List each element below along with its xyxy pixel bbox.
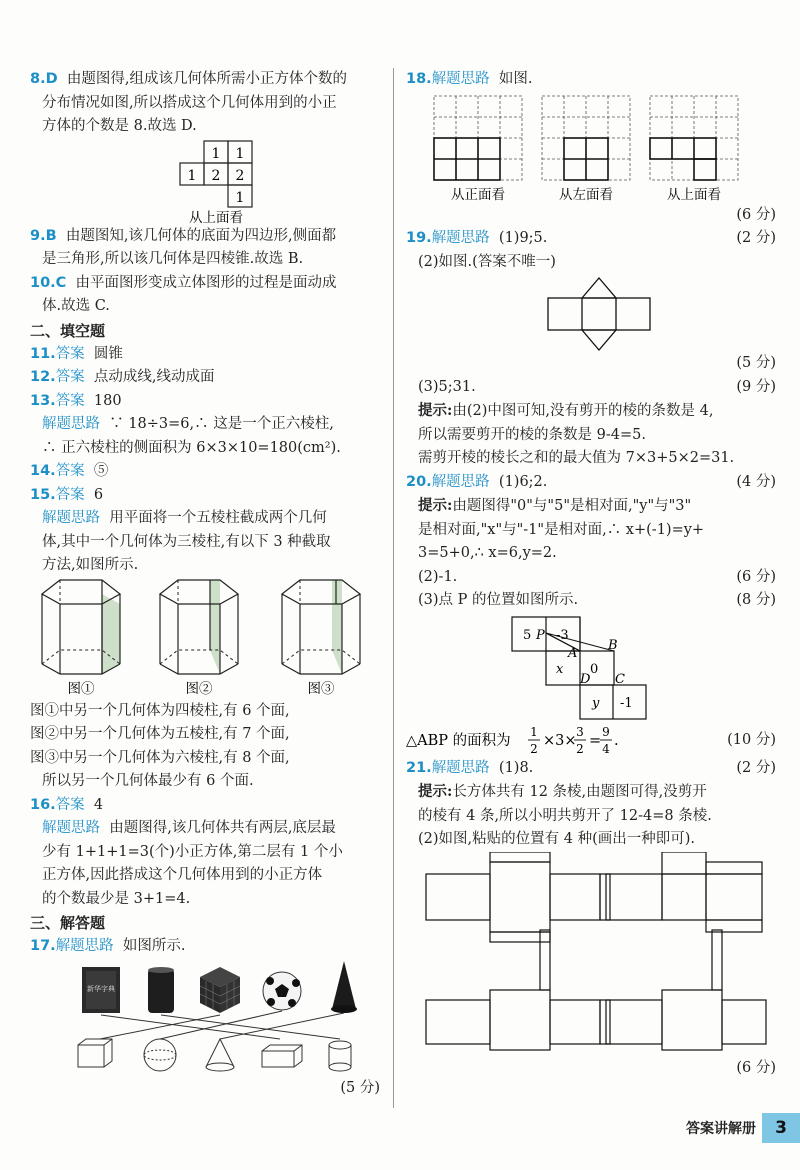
net-label: -1 xyxy=(620,695,633,711)
cuboid-net-1 xyxy=(426,852,610,942)
score: (10 分) xyxy=(727,731,776,748)
cone-object xyxy=(331,961,357,1013)
question-20: 20.解题思路 (1)6;2. (4 分) 提示:由题图得"0"与"5"是相对面,"y"与"3" 是相对面,"x"与"-1"是相对面,∴ x+(-1)=y+ 3=5+0,∴ x=6,y=2. (2)-1. (6 分) (3)点 P 的位置如图所示. (8 分) 5 P -3 A B x 0 D C y -1 △ABP 的面积为 1 2 ×3× 3 2 = 9 4 . (10 分) xyxy=(406,471,778,757)
svg-text:1: 1 xyxy=(530,724,538,739)
score: (6 分) xyxy=(736,1059,776,1076)
question-18: 18.解题思路 如图. 从正面看 从左面看 从上面看 (6 分) xyxy=(406,68,778,227)
question-13: 13.答案 180 解题思路 ∵ 18÷3=6,∴ 这是一个正六棱柱, ∴ 正六棱柱的侧面积为 6×3×10=180(cm²). xyxy=(30,392,341,456)
score: (5 分) xyxy=(736,355,776,371)
grid-value: 1 xyxy=(235,145,245,162)
cube-net-triangle-figure xyxy=(406,613,778,723)
grid-value: 2 xyxy=(235,167,245,184)
svg-text:3: 3 xyxy=(576,724,584,739)
cylinder-solid xyxy=(329,1041,351,1071)
question-11: 11.答案 圆锥 xyxy=(30,345,123,362)
question-19: 19.解题思路 (1)9;5. (2 分) (2)如图.(答案不唯一) (5 分) (3)5;31. (9 分) 提示:由(2)中图可知,没有剪开的棱的条数是 4, 所以需要剪开的棱的条数是 9-4=5. 需剪开棱的棱长之和的最大值为 7×3+5×2=31. xyxy=(406,227,778,471)
section-heading-fill-blank: 二、填空题 xyxy=(30,321,106,340)
sphere-solid xyxy=(144,1039,176,1071)
rubik-cube-object xyxy=(200,967,240,1013)
figure-caption: 图③ xyxy=(307,680,335,697)
score: (2 分) xyxy=(736,230,776,246)
top-view-count-grid xyxy=(30,139,382,225)
cube-solid xyxy=(78,1039,112,1067)
page-number: 3 xyxy=(762,1113,800,1143)
question-14: 14.答案 ⑤ xyxy=(30,463,109,479)
left-view xyxy=(542,96,630,203)
prism-figure-1 xyxy=(42,580,120,697)
net-label: B xyxy=(608,637,618,653)
svg-text:2: 2 xyxy=(530,741,538,756)
question-12: 12.答案 点动成线,线动成面 xyxy=(30,369,215,385)
right-column xyxy=(406,68,778,1080)
front-view xyxy=(434,96,522,203)
svg-text:4: 4 xyxy=(602,741,610,756)
cuboid-nets-figure xyxy=(406,852,778,1057)
view-caption: 从正面看 xyxy=(451,186,505,203)
svg-text:.: . xyxy=(614,732,619,749)
cuboid-net-4 xyxy=(606,930,766,1050)
net-label: P xyxy=(536,627,545,643)
question-17: 17.解题思路 如图所示. 新华字典 (5 分) xyxy=(30,935,382,1100)
question-16: 16.答案 4 解题思路 由题图得,该几何体共有两层,底层最 少有 1+1+1=3(个)小正方体,第二层有 1 个小 正方体,因此搭成这个几何体用到的小正方体 的个数最少是 3+1=4. xyxy=(30,796,343,907)
score: (5 分) xyxy=(340,1079,380,1096)
object-shape-matching xyxy=(30,959,382,1077)
question-8: 8.D 由题图得,组成该几何体所需小正方体个数的 分布情况如图,所以搭成这个几何体用到的小正 方体的个数是 8.故选 D. 1 1 1 2 2 1 从上面看 xyxy=(30,68,382,225)
grid-caption: 从上面看 xyxy=(189,209,243,225)
grid-value: 1 xyxy=(211,145,221,162)
figure-caption: 图① xyxy=(67,680,95,697)
svg-text:2: 2 xyxy=(576,741,584,756)
net-label: A xyxy=(568,645,578,661)
net-label: y xyxy=(592,695,600,711)
prism-figure-2 xyxy=(160,580,238,697)
net-label: D xyxy=(580,671,591,687)
footer-title: 答案讲解册 xyxy=(686,1121,756,1137)
section-heading-solutions: 三、解答题 xyxy=(30,914,106,932)
score: (4 分) xyxy=(736,473,776,490)
svg-text:=: = xyxy=(589,732,602,749)
column-divider xyxy=(393,68,394,1108)
score: (6 分) xyxy=(736,206,776,223)
cuboid-solid xyxy=(262,1045,302,1067)
view-caption: 从上面看 xyxy=(667,186,721,203)
grid-value: 1 xyxy=(187,167,197,184)
cuboid-net-2 xyxy=(606,852,762,932)
question-9: 9.B 由题图知,该几何体的底面为四边形,侧面都 是三角形,所以该几何体是四棱锥.故选 B. xyxy=(30,227,337,267)
dictionary-object xyxy=(82,967,120,1013)
net-label: C xyxy=(615,671,625,687)
net-label: 0 xyxy=(590,661,599,677)
left-column xyxy=(30,68,382,1100)
pentagonal-prism-figures xyxy=(30,578,382,700)
soccer-ball-object xyxy=(263,972,301,1010)
net-label: -3 xyxy=(556,627,569,643)
cone-solid xyxy=(206,1039,234,1071)
score: (6 分) xyxy=(736,568,776,585)
svg-text:9: 9 xyxy=(602,724,610,739)
top-view xyxy=(650,96,738,203)
svg-text:×3×: ×3× xyxy=(543,732,577,749)
score: (8 分) xyxy=(736,592,776,608)
net-label: x xyxy=(556,661,564,677)
figure-caption: 图② xyxy=(185,680,213,697)
net-label: 5 xyxy=(523,627,532,643)
question-10: 10.C 由平面图形变成立体图形的过程是面动成 体.故选 C. xyxy=(30,274,337,314)
view-caption: 从左面看 xyxy=(559,186,613,203)
matching-lines xyxy=(100,1011,344,1039)
three-views-figure xyxy=(406,92,778,204)
svg-text:△ABP 的面积为: △ABP 的面积为 xyxy=(406,732,511,749)
prism-figure-3 xyxy=(282,580,360,697)
score: (9 分) xyxy=(736,378,776,395)
prism-net-figure xyxy=(406,274,778,352)
area-formula xyxy=(406,723,778,757)
page-footer xyxy=(660,1113,800,1143)
dictionary-title: 新华字典 xyxy=(87,984,115,993)
grid-value: 2 xyxy=(211,167,221,184)
cuboid-net-3 xyxy=(426,930,610,1050)
grid-value: 1 xyxy=(235,189,245,206)
score: (2 分) xyxy=(736,759,776,776)
question-15: 15.答案 6 解题思路 用平面将一个五棱柱截成两个几何 体,其中一个几何体为三棱柱,有以下 3 种截取 方法,如图所示. 图① 图② 图③ 图①中另一个几何体为四棱柱,有 6 个面, 图②中另一个几何体为五棱柱,有 7 个面, 图③中另一个几何体为六棱柱,有 8 个面, 所以另一个几何体最少有 6 个面. xyxy=(30,484,382,794)
can-object xyxy=(148,967,174,1013)
question-21: 21.解题思路 (1)8. (2 分) 提示:长方体共有 12 条棱,由题图可得,没剪开 的棱有 4 条,所以小明共剪开了 12-4=8 条棱. (2)如图,粘贴的位置有 4 种(画出一种即可). (6 分) xyxy=(406,757,778,1081)
